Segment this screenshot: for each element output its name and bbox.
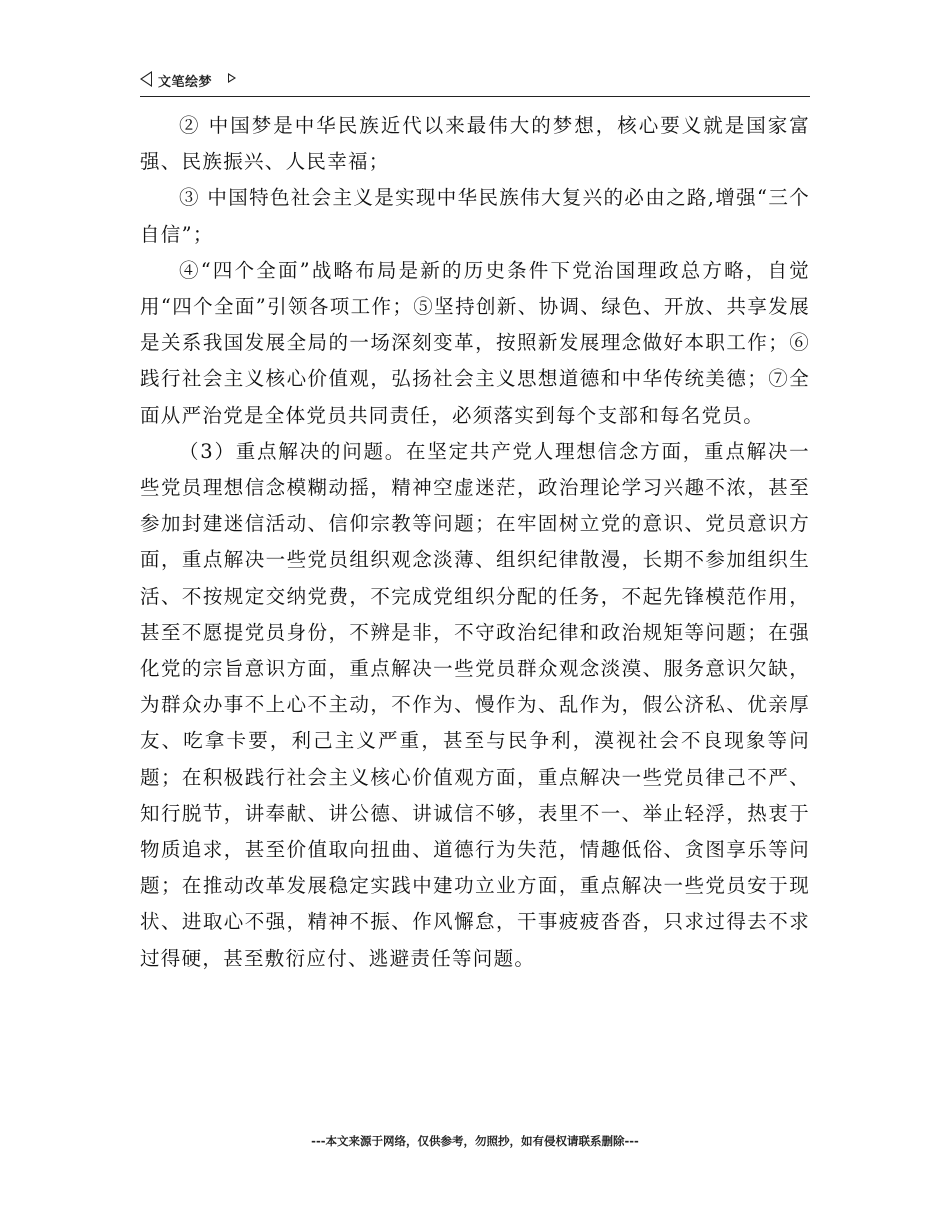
header-brand: 文笔绘梦 — [158, 75, 213, 90]
paragraph-4-7: ④“四个全面”战略布局是新的历史条件下党治国理政总方略，自觉用“四个全面”引领各项工作；⑤坚持创新、协调、绿色、开放、共享发展是关系我国发展全局的一场深刻变革，按照新发展理念做好本职工作；⑥践行社会主义核心价值观，弘扬社会主义思想道德和中华传统美德；⑦全面从严治党是全体党员共同责任，必须落实到每个支部和每名党员。 — [140, 258, 810, 427]
triangle-right-icon — [228, 73, 236, 83]
paragraph-key-problems: （3）重点解决的问题。在坚定共产党人理想信念方面，重点解决一些党员理想信念模糊动摇，精神空虚迷茫，政治理论学习兴趣不浓，甚至参加封建迷信活动、信仰宗教等问题；在牢固树立党的意识、党员意识方面，重点解决一些党员组织观念淡薄、组织纪律散漫，长期不参加组织生活、不按规定交纳党费，不完成党组织分配的任务，不起先锋模范作用，甚至不愿提党员身份，不辨是非，不守政治纪律和政治规矩等问题；在强化党的宗旨意识方面，重点解决一些党员群众观念淡漠、服务意识欠缺，为群众办事不上心不主动，不作为、慢作为、乱作为，假公济私、优亲厚友、吃拿卡要，利己主义严重，甚至与民争利，漠视社会不良现象等问题；在积极践行社会主义核心价值观方面，重点解决一些党员律己不严、知行脱节，讲奉献、讲公德、讲诚信不够，表里不一、举止轻浮，热衷于物质追求，甚至价值取向扭曲、道德行为失范，情趣低俗、贪图享乐等问题；在推动改革发展稳定实践中建功立业方面，重点解决一些党员安于现状、进取心不强，精神不振、作风懈怠，干事疲疲沓沓，只求过得去不求过得硬，甚至敷衍应付、逃避责任等问题。 — [140, 439, 810, 970]
document-body — [140, 108, 810, 977]
page-header — [140, 68, 810, 97]
paragraph-2: ② 中国梦是中华民族近代以来最伟大的梦想，核心要义就是国家富强、民族振兴、人民幸福； — [140, 114, 810, 174]
triangle-left-icon — [140, 71, 152, 87]
paragraph-3: ③ 中国特色社会主义是实现中华民族伟大复兴的必由之路,增强“三个自信”； — [140, 186, 810, 246]
footer-notice: ---本文来源于网络，仅供参考，勿照抄，如有侵权请联系删除--- — [311, 1134, 639, 1148]
